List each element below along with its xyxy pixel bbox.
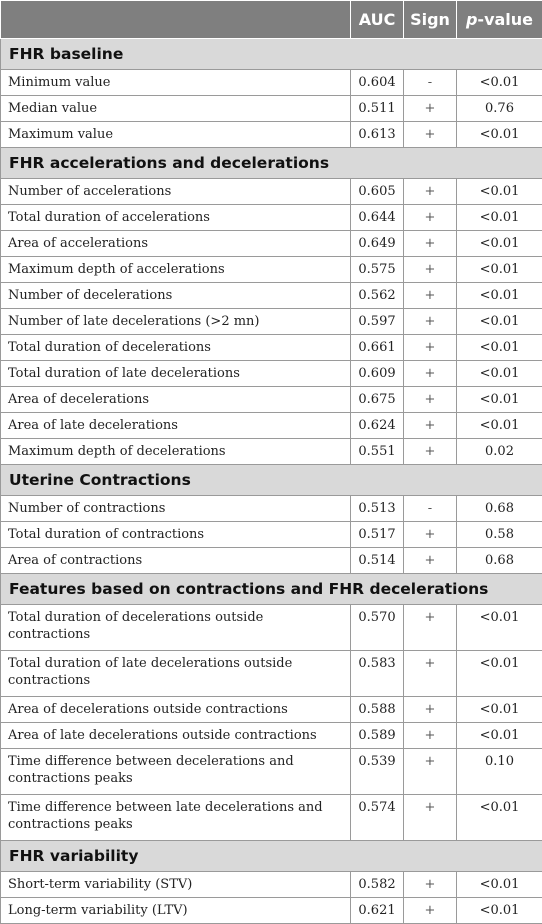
auc-cell: 0.605 <box>351 179 404 205</box>
table-row <box>1 872 542 898</box>
feature-cell: Maximum depth of decelerations <box>1 439 351 465</box>
feature-cell: Long-term variability (LTV) <box>1 898 351 924</box>
feature-cell: Area of decelerations outside contractions <box>1 697 351 723</box>
pvalue-cell: <0.01 <box>457 872 542 898</box>
feature-cell: Area of contractions <box>1 548 351 574</box>
auc-cell: 0.649 <box>351 231 404 257</box>
section-title: FHR variability <box>1 841 542 872</box>
feature-cell: Area of late decelerations <box>1 413 351 439</box>
pvalue-cell: <0.01 <box>457 231 542 257</box>
section-title: FHR accelerations and decelerations <box>1 148 542 179</box>
auc-cell: 0.588 <box>351 697 404 723</box>
pvalue-cell: <0.01 <box>457 723 542 749</box>
sign-cell: + <box>404 795 457 841</box>
feature-cell: Number of contractions <box>1 496 351 522</box>
sign-cell: + <box>404 723 457 749</box>
table-row <box>1 605 542 651</box>
auc-cell: 0.562 <box>351 283 404 309</box>
sign-cell: + <box>404 548 457 574</box>
pvalue-column-header <box>457 1 542 39</box>
sign-cell: + <box>404 361 457 387</box>
sign-cell: + <box>404 898 457 924</box>
sign-cell: + <box>404 96 457 122</box>
auc-cell: 0.551 <box>351 439 404 465</box>
auc-cell: 0.570 <box>351 605 404 651</box>
section-header-row <box>1 148 542 179</box>
sign-cell: + <box>404 335 457 361</box>
feature-cell: Total duration of decelerations <box>1 335 351 361</box>
pvalue-cell: 0.02 <box>457 439 542 465</box>
auc-cell: 0.582 <box>351 872 404 898</box>
table-row <box>1 697 542 723</box>
sign-cell: + <box>404 257 457 283</box>
pvalue-cell: <0.01 <box>457 70 542 96</box>
pvalue-cell: 0.58 <box>457 522 542 548</box>
section-title: Features based on contractions and FHR decelerations <box>1 574 542 605</box>
table-row <box>1 361 542 387</box>
pvalue-cell: 0.68 <box>457 548 542 574</box>
section-title: Uterine Contractions <box>1 465 542 496</box>
pvalue-cell: <0.01 <box>457 257 542 283</box>
auc-cell: 0.514 <box>351 548 404 574</box>
auc-cell: 0.583 <box>351 651 404 697</box>
table-row <box>1 257 542 283</box>
section-header-row <box>1 39 542 70</box>
table-row <box>1 522 542 548</box>
table-row <box>1 96 542 122</box>
table-row <box>1 335 542 361</box>
feature-cell: Number of accelerations <box>1 179 351 205</box>
auc-cell: 0.511 <box>351 96 404 122</box>
feature-cell: Number of late decelerations (>2 mn) <box>1 309 351 335</box>
table-row <box>1 283 542 309</box>
feature-cell: Maximum depth of accelerations <box>1 257 351 283</box>
sign-cell: - <box>404 496 457 522</box>
section-title: FHR baseline <box>1 39 542 70</box>
sign-cell: + <box>404 387 457 413</box>
pvalue-cell: 0.10 <box>457 749 542 795</box>
sign-column-header: Sign <box>404 1 457 39</box>
sign-cell: + <box>404 231 457 257</box>
sign-cell: + <box>404 605 457 651</box>
table-row <box>1 439 542 465</box>
sign-cell: + <box>404 872 457 898</box>
pvalue-cell: <0.01 <box>457 179 542 205</box>
table-row <box>1 795 542 841</box>
sign-cell: + <box>404 413 457 439</box>
pvalue-cell: <0.01 <box>457 283 542 309</box>
table-row <box>1 898 542 924</box>
table-row <box>1 309 542 335</box>
pvalue-rest-part: -value <box>477 10 533 29</box>
auc-cell: 0.661 <box>351 335 404 361</box>
table-row <box>1 749 542 795</box>
auc-cell: 0.539 <box>351 749 404 795</box>
pvalue-cell: <0.01 <box>457 697 542 723</box>
sign-cell: - <box>404 70 457 96</box>
auc-column-header: AUC <box>351 1 404 39</box>
pvalue-cell: <0.01 <box>457 795 542 841</box>
auc-cell: 0.613 <box>351 122 404 148</box>
feature-cell: Area of late decelerations outside contractions <box>1 723 351 749</box>
auc-cell: 0.675 <box>351 387 404 413</box>
auc-cell: 0.604 <box>351 70 404 96</box>
feature-cell: Short-term variability (STV) <box>1 872 351 898</box>
feature-column-header <box>1 1 351 39</box>
feature-cell: Maximum value <box>1 122 351 148</box>
feature-cell: Total duration of late decelerations outside contractions <box>1 651 351 697</box>
feature-cell: Total duration of late decelerations <box>1 361 351 387</box>
feature-cell: Time difference between late decelerations and contractions peaks <box>1 795 351 841</box>
pvalue-cell: <0.01 <box>457 651 542 697</box>
table-row <box>1 122 542 148</box>
table-row <box>1 651 542 697</box>
sign-cell: + <box>404 439 457 465</box>
table-row <box>1 205 542 231</box>
feature-cell: Area of accelerations <box>1 231 351 257</box>
sign-cell: + <box>404 651 457 697</box>
table-row <box>1 548 542 574</box>
pvalue-cell: <0.01 <box>457 122 542 148</box>
feature-cell: Number of decelerations <box>1 283 351 309</box>
auc-cell: 0.589 <box>351 723 404 749</box>
section-header-row <box>1 574 542 605</box>
sign-cell: + <box>404 749 457 795</box>
table-row <box>1 387 542 413</box>
pvalue-italic-part: p <box>466 10 477 29</box>
pvalue-cell: <0.01 <box>457 335 542 361</box>
sign-cell: + <box>404 309 457 335</box>
table-row <box>1 70 542 96</box>
table-row <box>1 231 542 257</box>
pvalue-cell: <0.01 <box>457 205 542 231</box>
table-row <box>1 413 542 439</box>
feature-cell: Total duration of accelerations <box>1 205 351 231</box>
sign-cell: + <box>404 122 457 148</box>
header-row <box>1 1 542 39</box>
auc-cell: 0.624 <box>351 413 404 439</box>
auc-cell: 0.597 <box>351 309 404 335</box>
sign-cell: + <box>404 179 457 205</box>
auc-cell: 0.609 <box>351 361 404 387</box>
table-row <box>1 179 542 205</box>
auc-cell: 0.621 <box>351 898 404 924</box>
auc-cell: 0.517 <box>351 522 404 548</box>
table-row <box>1 723 542 749</box>
sign-cell: + <box>404 522 457 548</box>
feature-cell: Area of decelerations <box>1 387 351 413</box>
pvalue-cell: <0.01 <box>457 898 542 924</box>
auc-cell: 0.644 <box>351 205 404 231</box>
section-header-row <box>1 465 542 496</box>
feature-cell: Total duration of contractions <box>1 522 351 548</box>
pvalue-cell: <0.01 <box>457 413 542 439</box>
pvalue-cell: <0.01 <box>457 361 542 387</box>
feature-cell: Total duration of decelerations outside contractions <box>1 605 351 651</box>
pvalue-cell: <0.01 <box>457 309 542 335</box>
feature-cell: Median value <box>1 96 351 122</box>
feature-cell: Minimum value <box>1 70 351 96</box>
auc-cell: 0.513 <box>351 496 404 522</box>
sign-cell: + <box>404 205 457 231</box>
pvalue-cell: 0.68 <box>457 496 542 522</box>
auc-cell: 0.575 <box>351 257 404 283</box>
pvalue-cell: 0.76 <box>457 96 542 122</box>
section-header-row <box>1 841 542 872</box>
pvalue-cell: <0.01 <box>457 605 542 651</box>
table-row <box>1 496 542 522</box>
pvalue-cell: <0.01 <box>457 387 542 413</box>
auc-cell: 0.574 <box>351 795 404 841</box>
sign-cell: + <box>404 283 457 309</box>
sign-cell: + <box>404 697 457 723</box>
feature-cell: Time difference between decelerations and contractions peaks <box>1 749 351 795</box>
